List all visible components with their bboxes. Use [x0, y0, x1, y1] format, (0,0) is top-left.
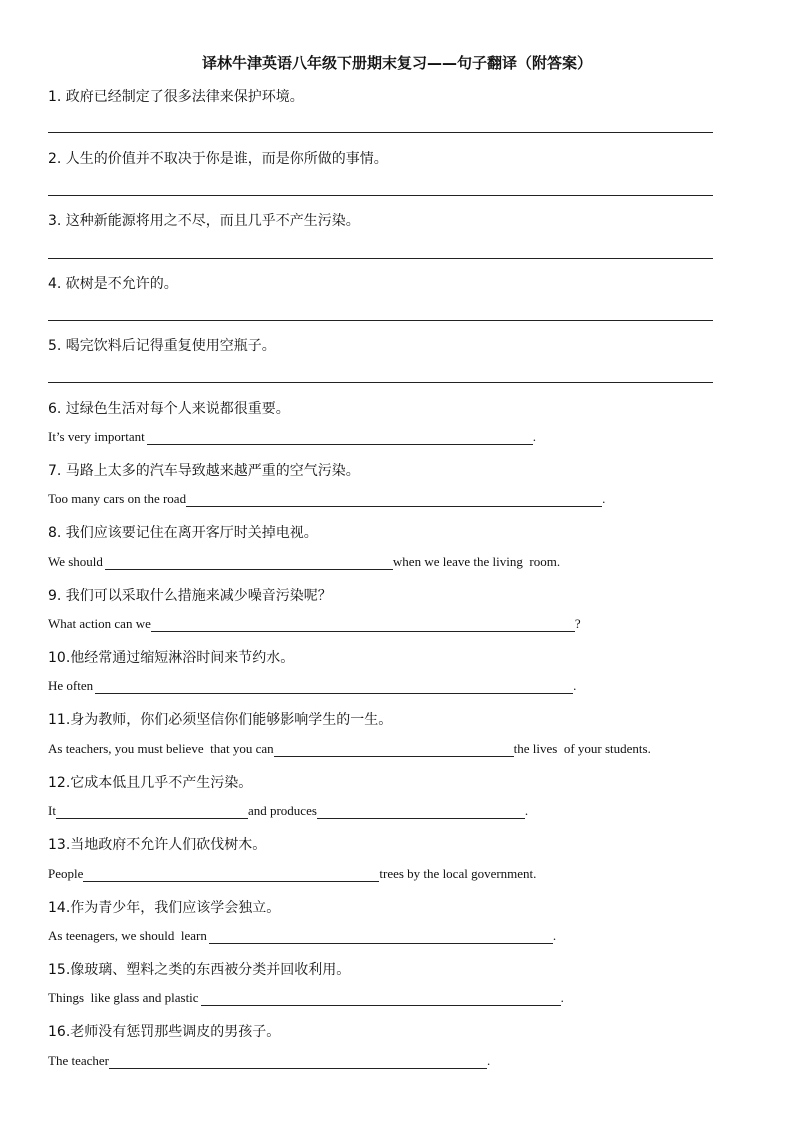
- question-12-english: [48, 803, 528, 819]
- english-suffix: .: [560, 990, 564, 1005]
- english-prefix: We should: [48, 554, 103, 569]
- english-prefix: Too many cars on the road: [48, 491, 187, 506]
- answer-blank[interactable]: [109, 1054, 487, 1069]
- question-11-english: [48, 741, 651, 757]
- english-suffix: .: [532, 429, 537, 444]
- question-12-chinese: 12.它成本低且几乎不产生污染。: [48, 775, 253, 791]
- answer-line-3[interactable]: [48, 258, 713, 259]
- question-10-chinese: 10.他经常通过缩短淋浴时间来节约水。: [48, 650, 295, 666]
- english-prefix: It’s very important: [48, 429, 145, 444]
- answer-blank[interactable]: [274, 742, 514, 757]
- english-suffix: when we leave the living room.: [392, 554, 561, 569]
- question-3-chinese: 3. 这种新能源将用之不尽，而且几乎不产生污染。: [48, 213, 360, 229]
- question-15-chinese: 15.像玻璃、塑料之类的东西被分类并回收利用。: [48, 962, 351, 978]
- question-14-chinese: 14.作为青少年，我们应该学会独立。: [48, 900, 281, 916]
- english-middle: and produces: [247, 803, 317, 818]
- english-suffix: .: [486, 1053, 491, 1068]
- english-suffix: .: [602, 491, 606, 506]
- answer-blank[interactable]: [209, 929, 553, 944]
- english-suffix: ?: [574, 616, 581, 631]
- answer-blank[interactable]: [83, 867, 379, 882]
- english-prefix: Things like glass and plastic: [48, 990, 199, 1005]
- answer-blank[interactable]: [201, 991, 561, 1006]
- answer-line-2[interactable]: [48, 195, 713, 196]
- question-9-english: [48, 616, 581, 632]
- english-suffix: .: [524, 803, 529, 818]
- english-prefix: What action can we: [48, 616, 151, 631]
- question-9-chinese: 9. 我们可以采取什么措施来减少噪音污染呢？: [48, 588, 332, 604]
- question-4-chinese: 4. 砍树是不允许的。: [48, 276, 178, 292]
- english-prefix: It: [48, 803, 56, 818]
- question-2-chinese: 2. 人生的价值并不取决于你是谁，而是你所做的事情。: [48, 151, 388, 167]
- answer-line-1[interactable]: [48, 132, 713, 133]
- answer-blank[interactable]: [151, 617, 575, 632]
- question-16-english: [48, 1053, 490, 1069]
- question-6-chinese: 6. 过绿色生活对每个人来说都很重要。: [48, 401, 290, 417]
- english-suffix: the lives of your students.: [513, 741, 651, 756]
- question-14-english: [48, 928, 556, 944]
- question-7-chinese: 7. 马路上太多的汽车导致越来越严重的空气污染。: [48, 463, 360, 479]
- answer-line-4[interactable]: [48, 320, 713, 321]
- answer-blank[interactable]: [186, 492, 602, 507]
- question-13-english: [48, 866, 536, 882]
- answer-blank[interactable]: [95, 679, 573, 694]
- answer-blank[interactable]: [147, 430, 533, 445]
- question-11-chinese: 11.身为教师，你们必须坚信你们能够影响学生的一生。: [48, 712, 393, 728]
- english-suffix: .: [552, 928, 557, 943]
- question-8-chinese: 8. 我们应该要记住在离开客厅时关掉电视。: [48, 525, 318, 541]
- english-prefix: As teachers, you must believe that you can: [48, 741, 274, 756]
- english-prefix: He often: [48, 678, 94, 693]
- answer-blank[interactable]: [105, 555, 393, 570]
- english-prefix: People: [48, 866, 84, 881]
- question-16-chinese: 16.老师没有惩罚那些调皮的男孩子。: [48, 1024, 281, 1040]
- page-title: 译林牛津英语八年级下册期末复习——句子翻译（附答案）: [201, 54, 592, 72]
- english-prefix: The teacher: [48, 1053, 109, 1068]
- question-8-english: [48, 554, 560, 570]
- english-suffix: .: [573, 678, 577, 693]
- question-7-english: [48, 491, 605, 507]
- answer-line-5[interactable]: [48, 382, 713, 383]
- question-10-english: [48, 678, 576, 694]
- question-15-english: [48, 990, 564, 1006]
- english-prefix: As teenagers, we should learn: [48, 928, 207, 943]
- question-13-chinese: 13.当地政府不允许人们砍伐树木。: [48, 837, 267, 853]
- question-5-chinese: 5. 喝完饮料后记得重复使用空瓶子。: [48, 338, 276, 354]
- answer-blank-1[interactable]: [56, 804, 248, 819]
- question-6-english: [48, 429, 536, 445]
- answer-blank-2[interactable]: [317, 804, 525, 819]
- question-1-chinese: 1. 政府已经制定了很多法律来保护环境。: [48, 89, 304, 105]
- english-suffix: trees by the local government.: [379, 866, 537, 881]
